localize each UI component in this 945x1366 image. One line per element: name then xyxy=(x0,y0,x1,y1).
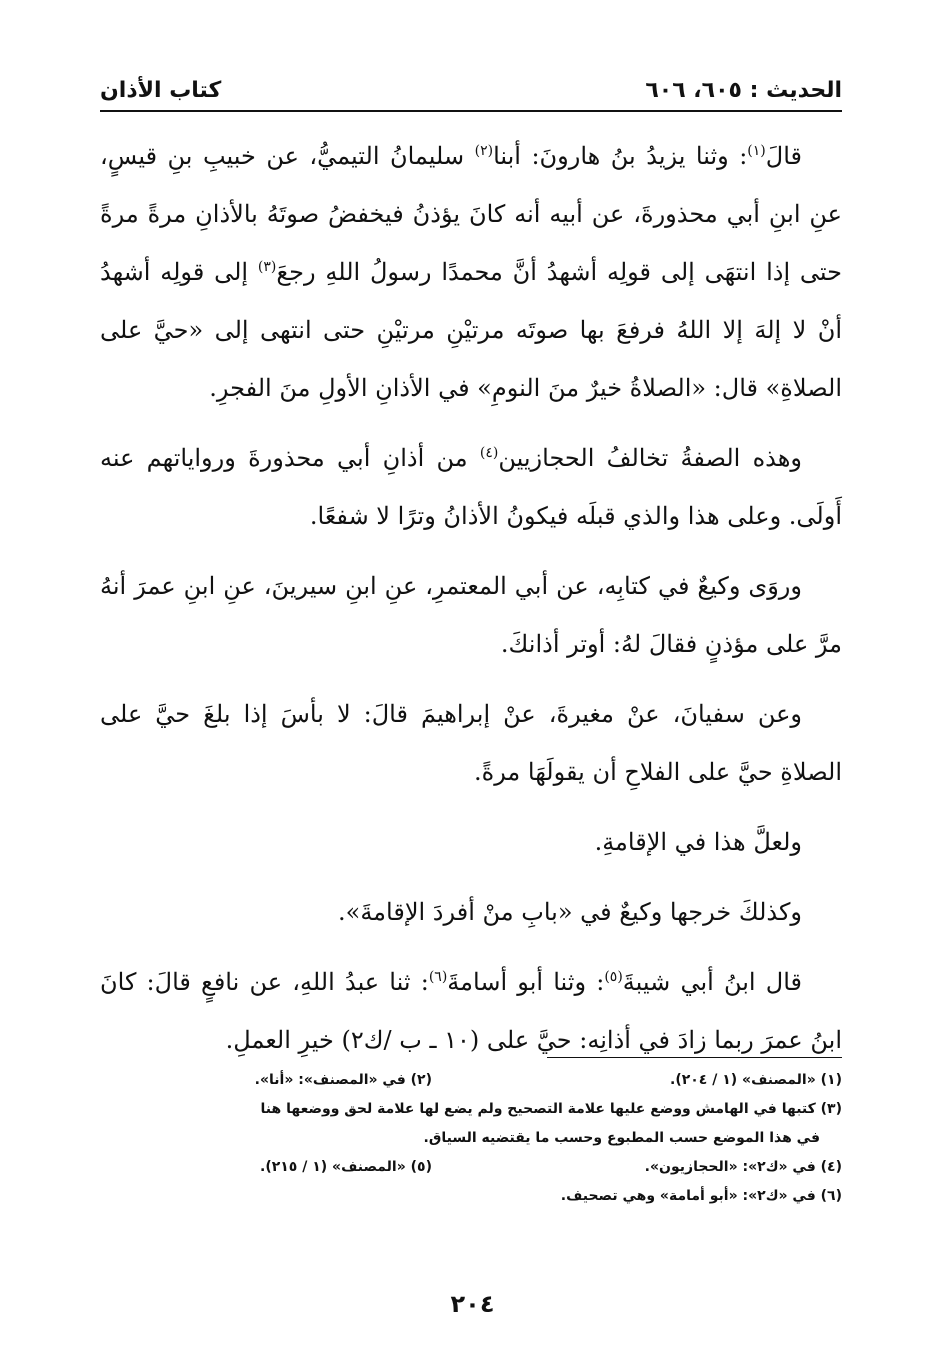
text-segment: قال ابنُ أبي شيبةَ xyxy=(622,968,803,996)
paragraph-2 xyxy=(100,429,842,545)
header-rule xyxy=(100,110,842,112)
footnote-2: (٢) في «المصنف»: «أنا». xyxy=(254,1072,432,1088)
paragraph-1 xyxy=(100,127,842,417)
footnote-4: (٤) في «ك٢»: «الحجازيون». xyxy=(644,1159,842,1175)
footnote-ref-6: (٦) xyxy=(428,969,448,985)
footnote-ref-1: (١) xyxy=(747,143,766,159)
paragraph-7 xyxy=(100,953,842,1069)
text-segment: إلى قولِه أشهدُ أنْ لا إلهَ إلا اللهُ فرفعَ بها صوتَه مرتيْنِ مرتيْنِ حتى انتهى إلى «حيَّ على الصلاةِ» قال: «الصلاةُ خيرٌ منَ النومِ» في الأذانِ الأولِ منَ الفجرِ. xyxy=(100,258,842,402)
footnotes xyxy=(100,1066,842,1211)
paragraph-6: وكذلكَ خرجها وكيعٌ في «بابِ منْ أفردَ الإقامةَ». xyxy=(338,898,802,926)
text-segment: : ثنا عبدُ اللهِ، عن نافعٍ قالَ: كانَ ابنُ عمرَ ربما زادَ في أذانِه: حيَّ على (١٠ ـ ب /ك٢) خيرِ العملِ. xyxy=(100,968,842,1054)
footnote-3 xyxy=(100,1095,842,1153)
paragraph-5: ولعلَّ هذا في الإقامةِ. xyxy=(594,828,802,856)
footnote-ref-2: (٢) xyxy=(474,143,494,159)
footnote-5: (٥) «المصنف» (١ / ٢١٥). xyxy=(260,1159,432,1175)
footnote-1: (١) «المصنف» (١ / ٢٠٤). xyxy=(670,1072,842,1088)
footnote-row xyxy=(100,1066,842,1095)
text-segment: من أذانِ أبي محذورةَ ورواياتهم عنه أَولَى. وعلى هذا والذي قبلَه فيكونُ الأذانُ وترًا لا شفعًا. xyxy=(100,444,842,530)
text-segment: سليمانُ التيميُّ، عن خبيبِ بنِ قيسٍ، عنِ ابنِ أبي محذورةَ، عن أبيه أنه كانَ يؤذنُ فيخفضُ صوتَهُ بالأذانِ مرةً مرةً حتى إذا انتهَى إلى قولِه أشهدُ أنَّ محمدًا رسولُ اللهِ رجعَ xyxy=(100,142,842,286)
footnote-ref-4: (٤) xyxy=(479,445,499,461)
paragraph-4: وعن سفيانَ، عنْ مغيرةَ، عنْ إبراهيمَ قالَ: لا بأسَ إذا بلغَ حيَّ على الصلاةِ حيَّ على الفلاحِ أن يقولَهَا مرةً. xyxy=(100,700,842,786)
book-title: كتاب الأذان xyxy=(100,78,222,103)
text-segment: : وثنا أبو أسامةَ xyxy=(447,968,605,996)
text-segment: : وثنا يزيدُ بنُ هارونَ: أبنا xyxy=(493,142,748,170)
text-segment: قالَ xyxy=(765,142,802,170)
running-header xyxy=(100,78,842,103)
footnote-row xyxy=(100,1153,842,1182)
footnote-3-line: (٣) كتبها في الهامش ووضع عليها علامة التصحيح ولم يضع لها علامة لحق ووضعها هنا xyxy=(260,1101,842,1117)
main-text xyxy=(100,127,842,1081)
footnote-6: (٦) في «ك٢»: «أبو أمامة» وهي تصحيف. xyxy=(560,1188,842,1204)
hadith-number-label: الحديث : ٦٠٥، ٦٠٦ xyxy=(645,78,842,103)
footnote-ref-5: (٥) xyxy=(604,969,623,985)
footnote-separator xyxy=(547,1057,842,1058)
paragraph-3: وروَى وكيعٌ في كتابِه، عن أبي المعتمرِ، عنِ ابنِ سيرينَ، عنِ ابنِ عمرَ أنهُ مرَّ على مؤذنٍ فقالَ لهُ: أوتر أذانكَ. xyxy=(100,572,842,658)
text-segment: وهذه الصفةُ تخالفُ الحجازيين xyxy=(498,444,802,472)
footnote-3-continuation: في هذا الموضع حسب المطبوع وحسب ما يقتضيه السياق. xyxy=(423,1130,820,1146)
page-number: ٢٠٤ xyxy=(450,1290,495,1318)
footnote-ref-3: (٣) xyxy=(257,259,277,275)
